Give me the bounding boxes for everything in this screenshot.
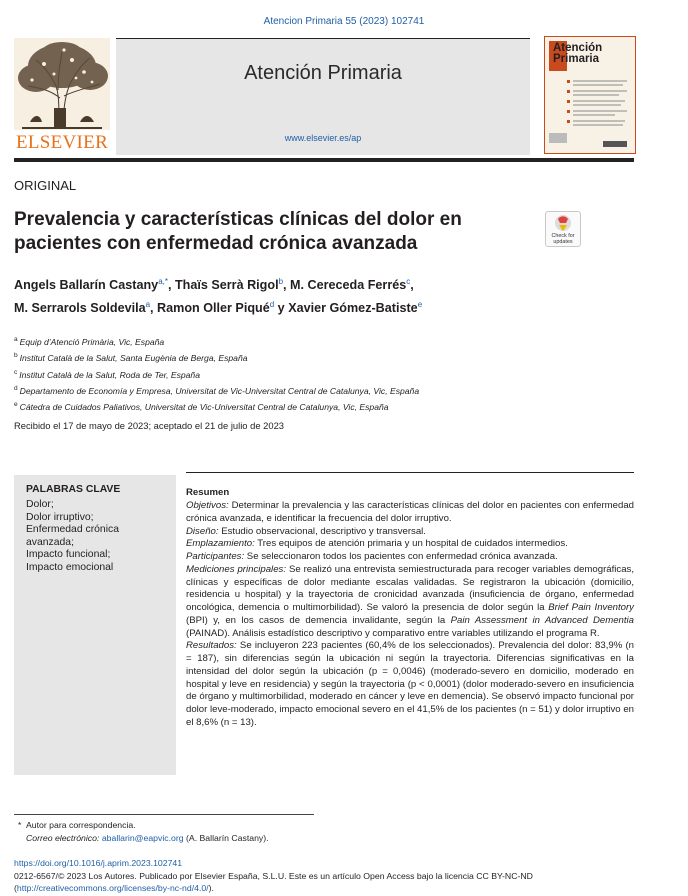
author-4[interactable]: M. Serrarols Soldevila$^a$	[14, 300, 151, 316]
author-3[interactable]: M. Cereceda Ferrés$^c$	[290, 277, 411, 293]
doi-link[interactable]: https://doi.org/10.1016/j.aprim.2023.102741	[14, 858, 183, 868]
keyword-item: Enfermedad crónica avanzada;	[26, 524, 119, 548]
abstract-resultados: Resultados: Se incluyeron 223 pacientes (60,4% de los seleccionados). Prevalencia del dolor: 83,9% (n = 187), sin diferencias según la ubicación ni según la trayectoria. Diferencias significativas en la intensidad del dolor según la ubicación (p = 0,0046) (moderado-severo en domicilio, moderado en hospital y leve en residencia) y según la trayectoria (p < 0,0001) (dolor moderado-severo en insuficiencia de órgano y multimorbilidad, moderado en cáncer y leve en demencia). Se observó impacto funcional por dolor leve-moderado, impacto emocional severo en el 41,5% de los pacientes (n = 51) y dolor irruptivo en el 8,6% (n = 13).	[186, 640, 634, 728]
abstract-heading: Resumen	[186, 487, 230, 498]
affiliation-list	[14, 333, 654, 414]
cover-title-line1: Atención	[553, 42, 603, 54]
cover-title-line2: Primaria	[553, 53, 600, 65]
author-2[interactable]: Thaïs Serrà Rigol$^b$	[174, 277, 284, 293]
author-email-link[interactable]: aballarin@eapvic.org	[101, 832, 184, 843]
corresponding-author-note: * Autor para correspondencia. Correo electrónico: aballarin@eapvic.org (A. Ballarín Castany).	[18, 820, 269, 843]
author-1[interactable]: Angels Ballarín Castany$^{a,*}$	[14, 277, 168, 293]
keywords-heading: PALABRAS CLAVE	[26, 484, 121, 495]
journal-cover-image	[544, 36, 636, 154]
keyword-item: Impacto emocional	[26, 561, 114, 573]
check-for-updates-label: Check for updates	[551, 233, 575, 245]
keywords-list	[26, 499, 166, 574]
received-dates: Recibido el 17 de mayo de 2023; aceptado el 21 de julio de 2023	[14, 420, 284, 431]
article-title: Prevalencia y características clínicas del dolor en pacientes con enfermedad crónica avanzada	[14, 209, 462, 254]
article-license-block	[14, 857, 654, 895]
abstract-body	[186, 500, 634, 730]
abstract-diseno: Diseño: Estudio observacional, descriptivo y transversal.	[186, 525, 426, 537]
check-for-updates-button[interactable]	[545, 211, 581, 247]
publisher-name: ELSEVIER	[15, 132, 109, 153]
crossmark-icon	[546, 213, 580, 235]
header-divider	[14, 158, 634, 162]
abstract-participantes: Participantes: Se seleccionaron todos los pacientes con enfermedad crónica avanzada.	[186, 551, 558, 562]
journal-reference[interactable]: Atencion Primaria 55 (2023) 102741	[263, 16, 425, 27]
footnote-divider	[14, 814, 314, 815]
abstract-objetivos: Objetivos: Determinar la prevalencia y las características clínicas del dolor en pacientes con enfermedad crónica avanzada, e identificar la frecuencia del dolor irruptivo.	[186, 500, 634, 524]
affiliation-a: $^a$ Equip d’Atenció Primària, Vic, España	[14, 336, 165, 347]
author-6[interactable]: Xavier Gómez-Batiste$^e$	[288, 300, 423, 316]
keyword-item: Dolor;	[26, 499, 54, 510]
journal-url[interactable]: www.elsevier.es/ap	[284, 133, 362, 143]
affiliation-d: $^d$ Departamento de Economía y Empresa, Universitat de Vic-Universitat Central de Catalunya, Vic, España	[14, 384, 420, 396]
license-statement: 0212-6567/© 2023 Los Autores. Publicado por Elsevier España, S.L.U. Este es un artículo Open Access bajo la licencia CC BY-NC-ND (http://creativecommons.org/licenses/by-nc-nd/4.0/).	[14, 870, 533, 894]
author-5[interactable]: Ramon Oller Piqué$^d$	[157, 300, 275, 316]
abstract-emplazamiento: Emplazamiento: Tres equipos de atención primaria y un hospital de cuidados intermedios.	[186, 538, 568, 550]
keyword-item: Dolor irruptivo;	[26, 511, 94, 523]
article-section-label: ORIGINAL	[14, 178, 77, 193]
cover-text-lines	[545, 75, 635, 153]
affiliation-c: $^c$ Institut Català de la Salut, Roda de Ter, España	[14, 368, 200, 380]
keyword-item: Impacto funcional;	[26, 549, 111, 560]
affiliation-b: $^b$ Institut Català de la Salut, Santa Eugènia de Berga, España	[14, 352, 248, 364]
abstract-mediciones: Mediciones principales: Se realizó una entrevista semiestructurada para recoger variables demográficas, clínicas y específicas de dolor mediante escalas validadas. Se registraron la ubicación (domicilio, residencia u hospital) y la trayectoria de cronicidad avanzada (insuficiencia de órgano, enfermedad oncológica, demencia o multimorbilidad). Se valoró la presencia de dolor según la Brief Pain Inventory (BPI) y, en los casos de demencia invalidante, según la Pain Assessment in Advanced Dementia (PAINAD). Análisis estadístico descriptivo y comparativo entre variables utilizando el programa R.	[186, 563, 634, 639]
abstract-divider	[186, 472, 634, 473]
author-list: Angels Ballarín Castany$^{a,*}$, Thaïs Serrà Rigol$^b$, M. Cereceda Ferrés$^c$, M. Serrarols Soldevila$^a$, Ramon Oller Piqué$^d$ y Xavier Gómez-Batiste$^e$	[14, 277, 423, 316]
affiliation-e: $^e$ Cátedra de Cuidados Paliativos, Universitat de Vic-Universitat Central de Catalunya, Vic, España	[14, 401, 389, 412]
license-link[interactable]: http://creativecommons.org/licenses/by-nc-nd/4.0/	[16, 883, 209, 894]
journal-title: Atención Primaria	[244, 62, 402, 84]
